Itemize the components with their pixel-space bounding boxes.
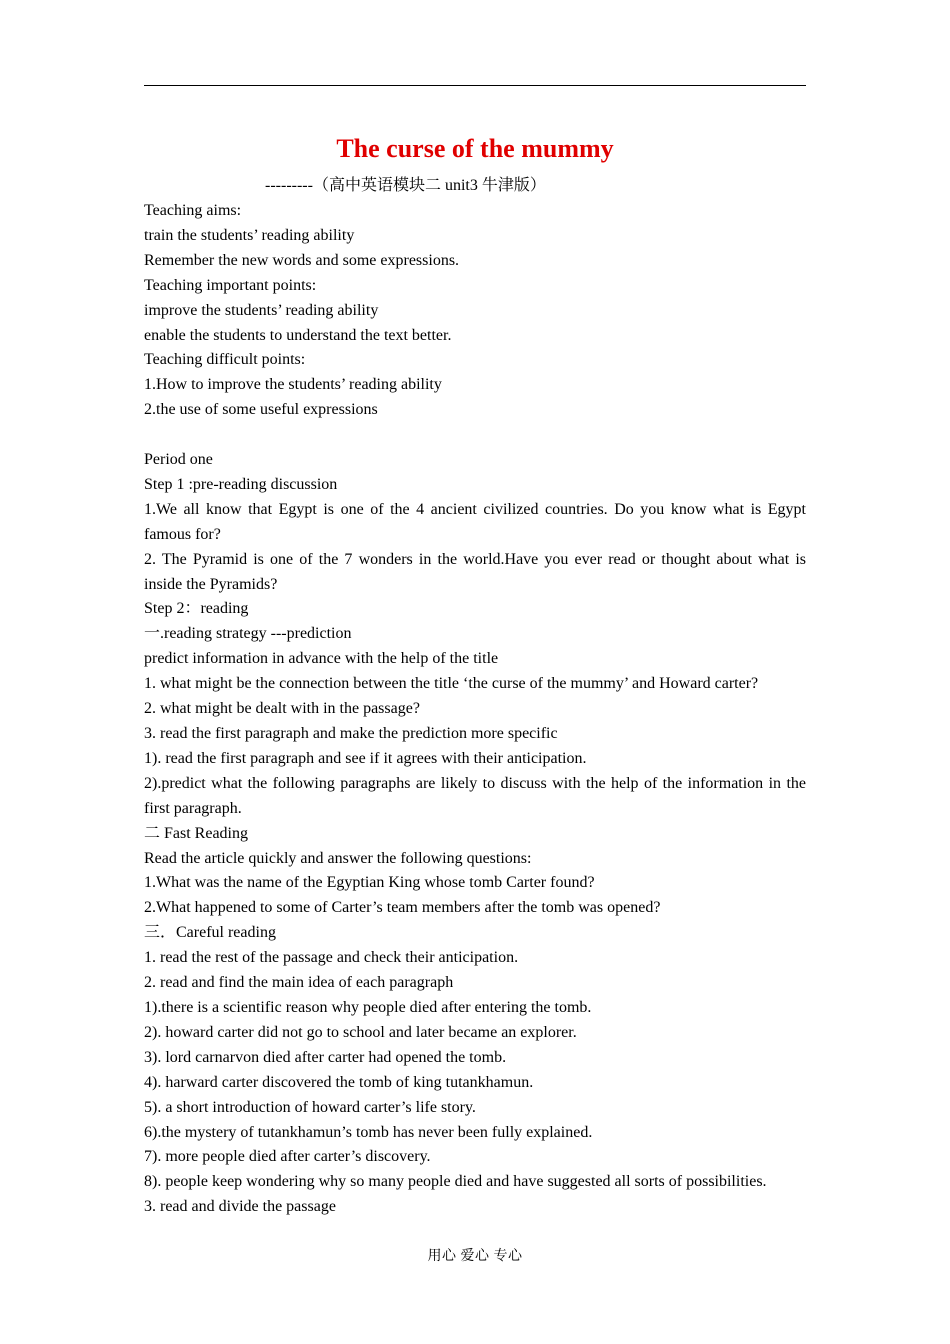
body-line: enable the students to understand the text better.: [144, 326, 452, 344]
body-line: 3. read and divide the passage: [144, 1198, 336, 1216]
body-line: 2.What happened to some of Carter’s team members after the tomb was opened?: [144, 899, 661, 917]
body-line: 2). howard carter did not go to school and later became an explorer.: [144, 1023, 577, 1041]
body-line: Remember the new words and some expressions.: [144, 251, 460, 269]
document-body: [144, 199, 806, 1220]
body-line: 3. read the first paragraph and make the prediction more specific: [144, 725, 558, 743]
document-subtitle: ---------（高中英语模块二 unit3 牛津版）: [265, 177, 546, 194]
body-line: 1.How to improve the students’ reading ability: [144, 376, 442, 394]
body-line: 1). read the first paragraph and see if it agrees with their anticipation.: [144, 749, 587, 767]
body-line: Teaching important points:: [144, 276, 317, 294]
document-title: The curse of the mummy: [336, 134, 614, 163]
body-paragraph: 1.We all know that Egypt is one of the 4 ancient civilized countries. Do you know what is Egypt famous for?: [144, 500, 806, 543]
body-line: Teaching difficult points:: [144, 351, 306, 369]
body-line: train the students’ reading ability: [144, 226, 355, 244]
body-line: improve the students’ reading ability: [144, 301, 379, 319]
body-line: Read the article quickly and answer the following questions:: [144, 849, 532, 867]
body-line: Step 2：reading: [144, 600, 249, 618]
body-line: 2. what might be dealt with in the passage?: [144, 700, 420, 718]
body-line: 一.reading strategy ---prediction: [144, 625, 352, 643]
body-line: 5). a short introduction of howard carter’s life story.: [144, 1098, 476, 1116]
body-line: 4). harward carter discovered the tomb of king tutankhamun.: [144, 1073, 534, 1091]
body-line: 7). more people died after carter’s discovery.: [144, 1148, 431, 1166]
body-line: 1. what might be the connection between the title ‘the curse of the mummy’ and Howard carter?: [144, 675, 759, 693]
body-line: 1).there is a scientific reason why people died after entering the tomb.: [144, 998, 592, 1016]
body-line: 2.the use of some useful expressions: [144, 401, 378, 419]
body-line: 2. read and find the main idea of each paragraph: [144, 974, 454, 992]
body-line: 1.What was the name of the Egyptian King whose tomb Carter found?: [144, 874, 595, 892]
body-line: 1. read the rest of the passage and check their anticipation.: [144, 949, 519, 967]
body-line: Period one: [144, 451, 213, 469]
page-footer: 用心 爱心 专心: [427, 1249, 523, 1264]
body-line: 6).the mystery of tutankhamun’s tomb has never been fully explained.: [144, 1123, 593, 1141]
body-line: Teaching aims:: [144, 202, 242, 219]
body-line: predict information in advance with the help of the title: [144, 650, 499, 668]
body-line: 二 Fast Reading: [144, 824, 248, 842]
blank-line: [144, 423, 806, 448]
body-paragraph: 2. The Pyramid is one of the 7 wonders in the world.Have you ever read or thought about what is inside the Pyramids?: [144, 550, 806, 593]
body-line: 三．Careful reading: [144, 924, 276, 942]
body-line: Step 1 :pre-reading discussion: [144, 475, 338, 493]
body-line: 3). lord carnarvon died after carter had opened the tomb.: [144, 1048, 507, 1066]
header-rule: [144, 85, 806, 86]
body-paragraph: 2).predict what the following paragraphs are likely to discuss with the help of the information in the first paragraph.: [144, 774, 806, 817]
body-line: 8). people keep wondering why so many people died and have suggested all sorts of possibilities.: [144, 1173, 767, 1191]
